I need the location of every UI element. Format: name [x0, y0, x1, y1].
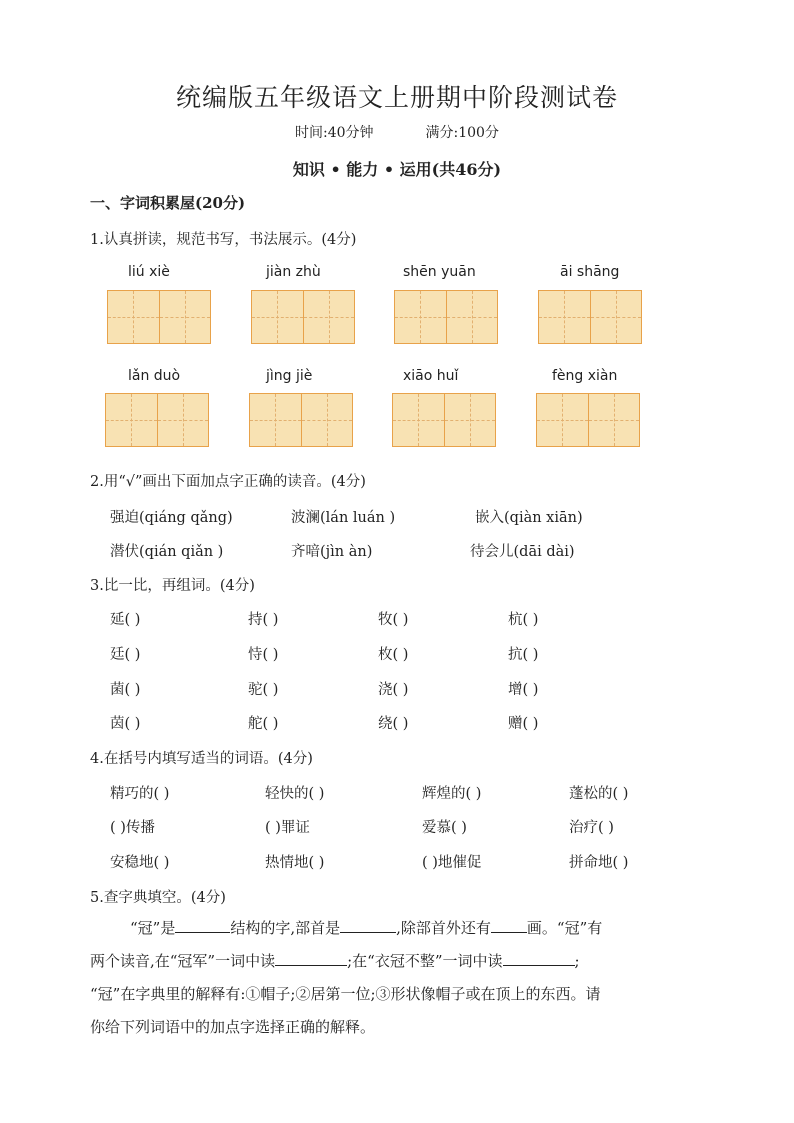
reading-choice[interactable]: 潜伏(qián qiǎn )	[110, 544, 224, 560]
full-score: 满分:100分	[425, 125, 499, 141]
word-blank[interactable]: 绕( )	[378, 716, 409, 732]
word-blank[interactable]: 茵( )	[110, 716, 141, 732]
reading-choice[interactable]: 待会儿(dāi dài)	[470, 544, 575, 560]
word-blank[interactable]: 赠( )	[508, 716, 539, 732]
word-blank[interactable]: 持( )	[248, 612, 279, 628]
pinyin-label: lǎn duò	[128, 368, 181, 384]
time-limit: 时间:40分钟	[295, 125, 374, 141]
part-heading: 一、字词积累屋(20分)	[90, 194, 246, 212]
word-blank[interactable]: 枚( )	[378, 647, 409, 663]
phrase-blank[interactable]: 爱慕( )	[422, 820, 467, 836]
phrase-blank[interactable]: 轻快的( )	[265, 786, 325, 802]
page-title: 统编版五年级语文上册期中阶段测试卷	[175, 83, 618, 112]
reading-choice[interactable]: 嵌入(qiàn xiān)	[475, 510, 583, 526]
pronunciation-blank[interactable]	[503, 951, 575, 966]
pronunciation-blank[interactable]	[275, 951, 347, 966]
writing-grid[interactable]	[107, 290, 211, 344]
word-blank[interactable]: 恃( )	[248, 647, 279, 663]
word-blank[interactable]: 延( )	[110, 612, 141, 628]
word-blank[interactable]: 抗( )	[508, 647, 539, 663]
phrase-blank[interactable]: 安稳地( )	[110, 855, 170, 871]
question-3: 3.比一比，再组词。(4分)	[90, 578, 255, 594]
word-blank[interactable]: 增( )	[508, 682, 539, 698]
word-blank[interactable]: 驼( )	[248, 682, 279, 698]
strokes-blank[interactable]	[491, 918, 527, 933]
para-line: 你给下列词语中的加点字选择正确的解释。	[90, 1018, 376, 1036]
pinyin-label: jiàn zhù	[266, 264, 321, 280]
writing-grid[interactable]	[249, 393, 353, 447]
exam-info	[0, 122, 794, 142]
question-1: 1.认真拼读，规范书写，书法展示。(4分)	[90, 232, 357, 248]
question-5: 5.查字典填空。(4分)	[90, 890, 226, 906]
dictionary-paragraph	[90, 912, 704, 1044]
phrase-blank[interactable]: 辉煌的( )	[422, 786, 482, 802]
phrase-blank[interactable]: 蓬松的( )	[569, 786, 629, 802]
reading-choice[interactable]: 齐喑(jìn àn)	[291, 544, 373, 560]
word-blank[interactable]: 廷( )	[110, 647, 141, 663]
word-blank[interactable]: 牧( )	[378, 612, 409, 628]
phrase-blank[interactable]: 热情地( )	[265, 855, 325, 871]
writing-grid[interactable]	[392, 393, 496, 447]
writing-grid[interactable]	[538, 290, 642, 344]
pinyin-label: shēn yuān	[403, 264, 476, 280]
word-blank[interactable]: 浇( )	[378, 682, 409, 698]
para-line: “冠”是 结构的字,部首是 ,除部首外还有 画。“冠”有	[130, 919, 603, 937]
para-line: 两个读音,在“冠军”一词中读 ;在“衣冠不整”一词中读 ;	[90, 952, 580, 970]
writing-grid[interactable]	[105, 393, 209, 447]
question-4: 4.在括号内填写适当的词语。(4分)	[90, 751, 313, 767]
writing-grid[interactable]	[394, 290, 498, 344]
phrase-blank[interactable]: ( )罪证	[265, 820, 310, 836]
writing-grid[interactable]	[251, 290, 355, 344]
reading-choice[interactable]: 强迫(qiáng qǎng)	[110, 510, 233, 526]
pinyin-label: fèng xiàn	[552, 368, 618, 384]
word-blank[interactable]: 杭( )	[508, 612, 539, 628]
reading-choice[interactable]: 波澜(lán luán )	[291, 510, 396, 526]
phrase-blank[interactable]: 精巧的( )	[110, 786, 170, 802]
pinyin-label: jìng jiè	[266, 368, 313, 384]
pinyin-label: āi shāng	[560, 264, 620, 280]
word-blank[interactable]: 菌( )	[110, 682, 141, 698]
para-line: “冠”在字典里的解释有:①帽子;②居第一位;③形状像帽子或在顶上的东西。请	[90, 985, 601, 1003]
writing-grid[interactable]	[536, 393, 640, 447]
pinyin-label: xiāo huǐ	[403, 368, 459, 384]
phrase-blank[interactable]: 治疗( )	[569, 820, 614, 836]
phrase-blank[interactable]: 拼命地( )	[569, 855, 629, 871]
pinyin-label: liú xiè	[128, 264, 170, 280]
phrase-blank[interactable]: ( )地催促	[422, 855, 482, 871]
section-heading: 知识 • 能力 • 运用(共46分)	[292, 160, 502, 179]
phrase-blank[interactable]: ( )传播	[110, 820, 155, 836]
question-2: 2.用“√”画出下面加点字正确的读音。(4分)	[90, 474, 366, 490]
structure-blank[interactable]	[175, 918, 230, 933]
word-blank[interactable]: 舵( )	[248, 716, 279, 732]
radical-blank[interactable]	[340, 918, 396, 933]
